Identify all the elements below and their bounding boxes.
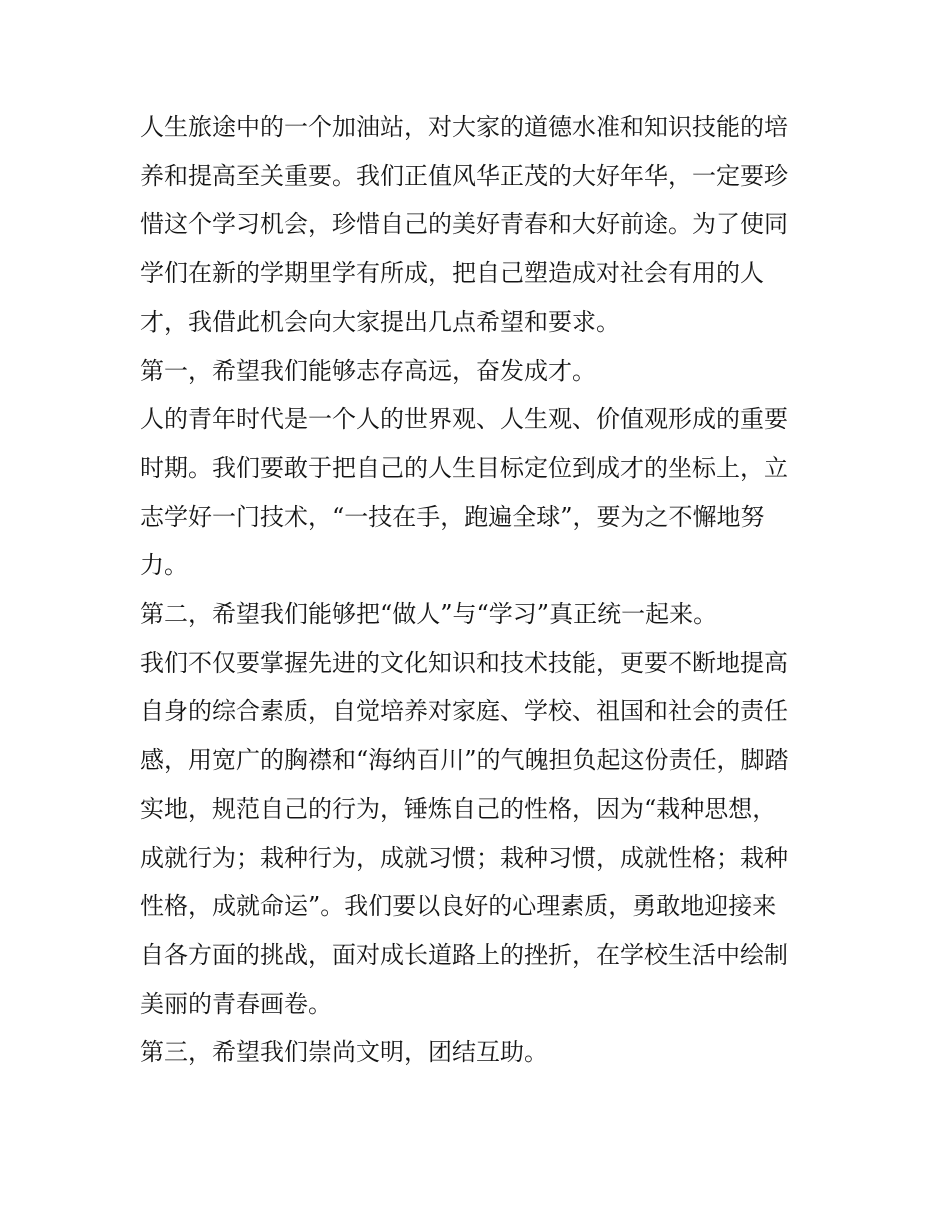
- paragraph-second-body: 我们不仅要掌握先进的文化知识和技术技能，更要不断地提高 自身的综合素质，自觉培养对家庭、学校、祖国和社会的责任 感，用宽广的胸襟和“海纳百川”的气魄担负起这份责任，脚踏 实地，规范自己的行为，锤炼自己的性格，因为“栽种思想， 成就行为；栽种行为，成就习惯；栽种习惯，成就性格；栽种 性格，成就命运”。我们要以良好的心理素质，勇敢地迎接来 自各方面的挑战，面对成长道路上的挫折，在学校生活中绘制 美丽的青春画卷。: [140, 648, 789, 1018]
- paragraph-heading-third: 第三，希望我们崇尚文明，团结互助。: [140, 1038, 548, 1067]
- paragraph-first-body: 人的青年时代是一个人的世界观、人生观、价值观形成的重要 时期。我们要敢于把自己的人生目标定位到成才的坐标上，立 志学好一门技术，“一技在手，跑遍全球”，要为之不懈地努 力。: [140, 405, 788, 580]
- paragraph-intro: 人生旅途中的一个加油站，对大家的道德水准和知识技能的培 养和提高至关重要。我们正值风华正茂的大好年华，一定要珍 惜这个学习机会，珍惜自己的美好青春和大好前途。为了使同 学们在新的学期里学有所成，把自己塑造成对社会有用的人 才，我借此机会向大家提出几点希望和要求。: [140, 113, 788, 336]
- document-body: [140, 103, 812, 1077]
- paragraph-heading-second: 第二，希望我们能够把“做人”与“学习”真正统一起来。: [140, 600, 718, 629]
- paragraph-heading-first: 第一，希望我们能够志存高远，奋发成才。: [140, 356, 596, 385]
